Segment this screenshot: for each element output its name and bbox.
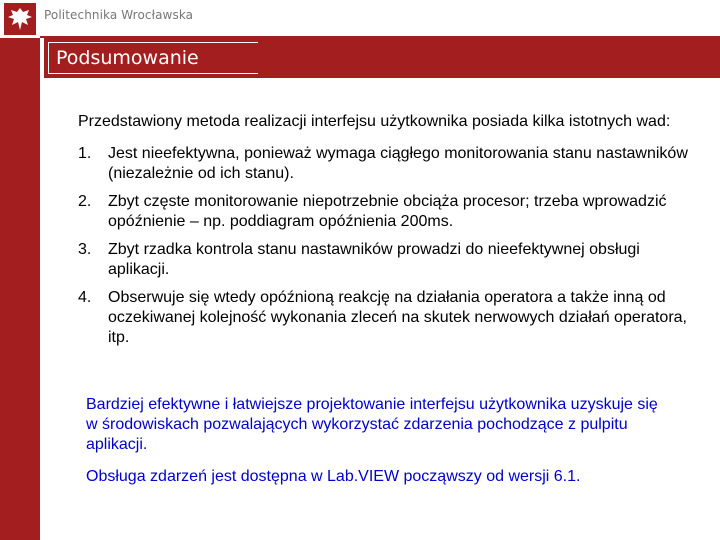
item-number: 3.: [78, 241, 92, 258]
eagle-crest-icon: [4, 3, 36, 35]
item-number: 4.: [78, 289, 92, 306]
intro-text: Przedstawiony metoda realizacji interfejsu użytkownika posiada kilka istotnych wad:: [78, 113, 671, 130]
list-item: [78, 192, 688, 232]
left-accent-bar: [0, 38, 40, 540]
list-item: [78, 144, 688, 184]
list-item: [78, 288, 688, 348]
item-text: Obserwuje się wtedy opóźnioną reakcję na działania operatora a także inną od oczekiwanej kolejność wykonania zleceń na skutek nerwowych działań operatora, itp.: [108, 289, 687, 346]
slide-title: Podsumowanie: [56, 47, 199, 69]
highlight-paragraph-2: Obsługa zdarzeń jest dostępna w Lab.VIEW począwszy od wersji 6.1.: [86, 468, 581, 485]
slide-content: [78, 112, 688, 356]
issues-list: [78, 144, 688, 348]
item-number: 2.: [78, 193, 92, 210]
item-number: 1.: [78, 145, 92, 162]
highlight-paragraph-1: Bardziej efektywne i łatwiejsze projektowanie interfejsu użytkownika uzyskuje się w środowiskach pozwalających wykorzystać zdarzenia pochodzące z pulpitu aplikacji.: [86, 396, 658, 453]
item-text: Zbyt rzadka kontrola stanu nastawników prowadzi do nieefektywnej obsługi aplikacji.: [108, 241, 640, 278]
item-text: Zbyt częste monitorowanie niepotrzebnie obciąża procesor; trzeba wprowadzić opóźnienie – np. poddiagram opóźnienia 200ms.: [108, 193, 667, 230]
item-text: Jest nieefektywna, ponieważ wymaga ciągłego monitorowania stanu nastawników (niezależnie od ich stanu).: [108, 145, 688, 182]
list-item: [78, 240, 688, 280]
highlight-block: [86, 395, 666, 499]
header: [0, 0, 720, 38]
university-name: Politechnika Wrocławska: [44, 8, 194, 22]
title-band: [44, 38, 720, 78]
